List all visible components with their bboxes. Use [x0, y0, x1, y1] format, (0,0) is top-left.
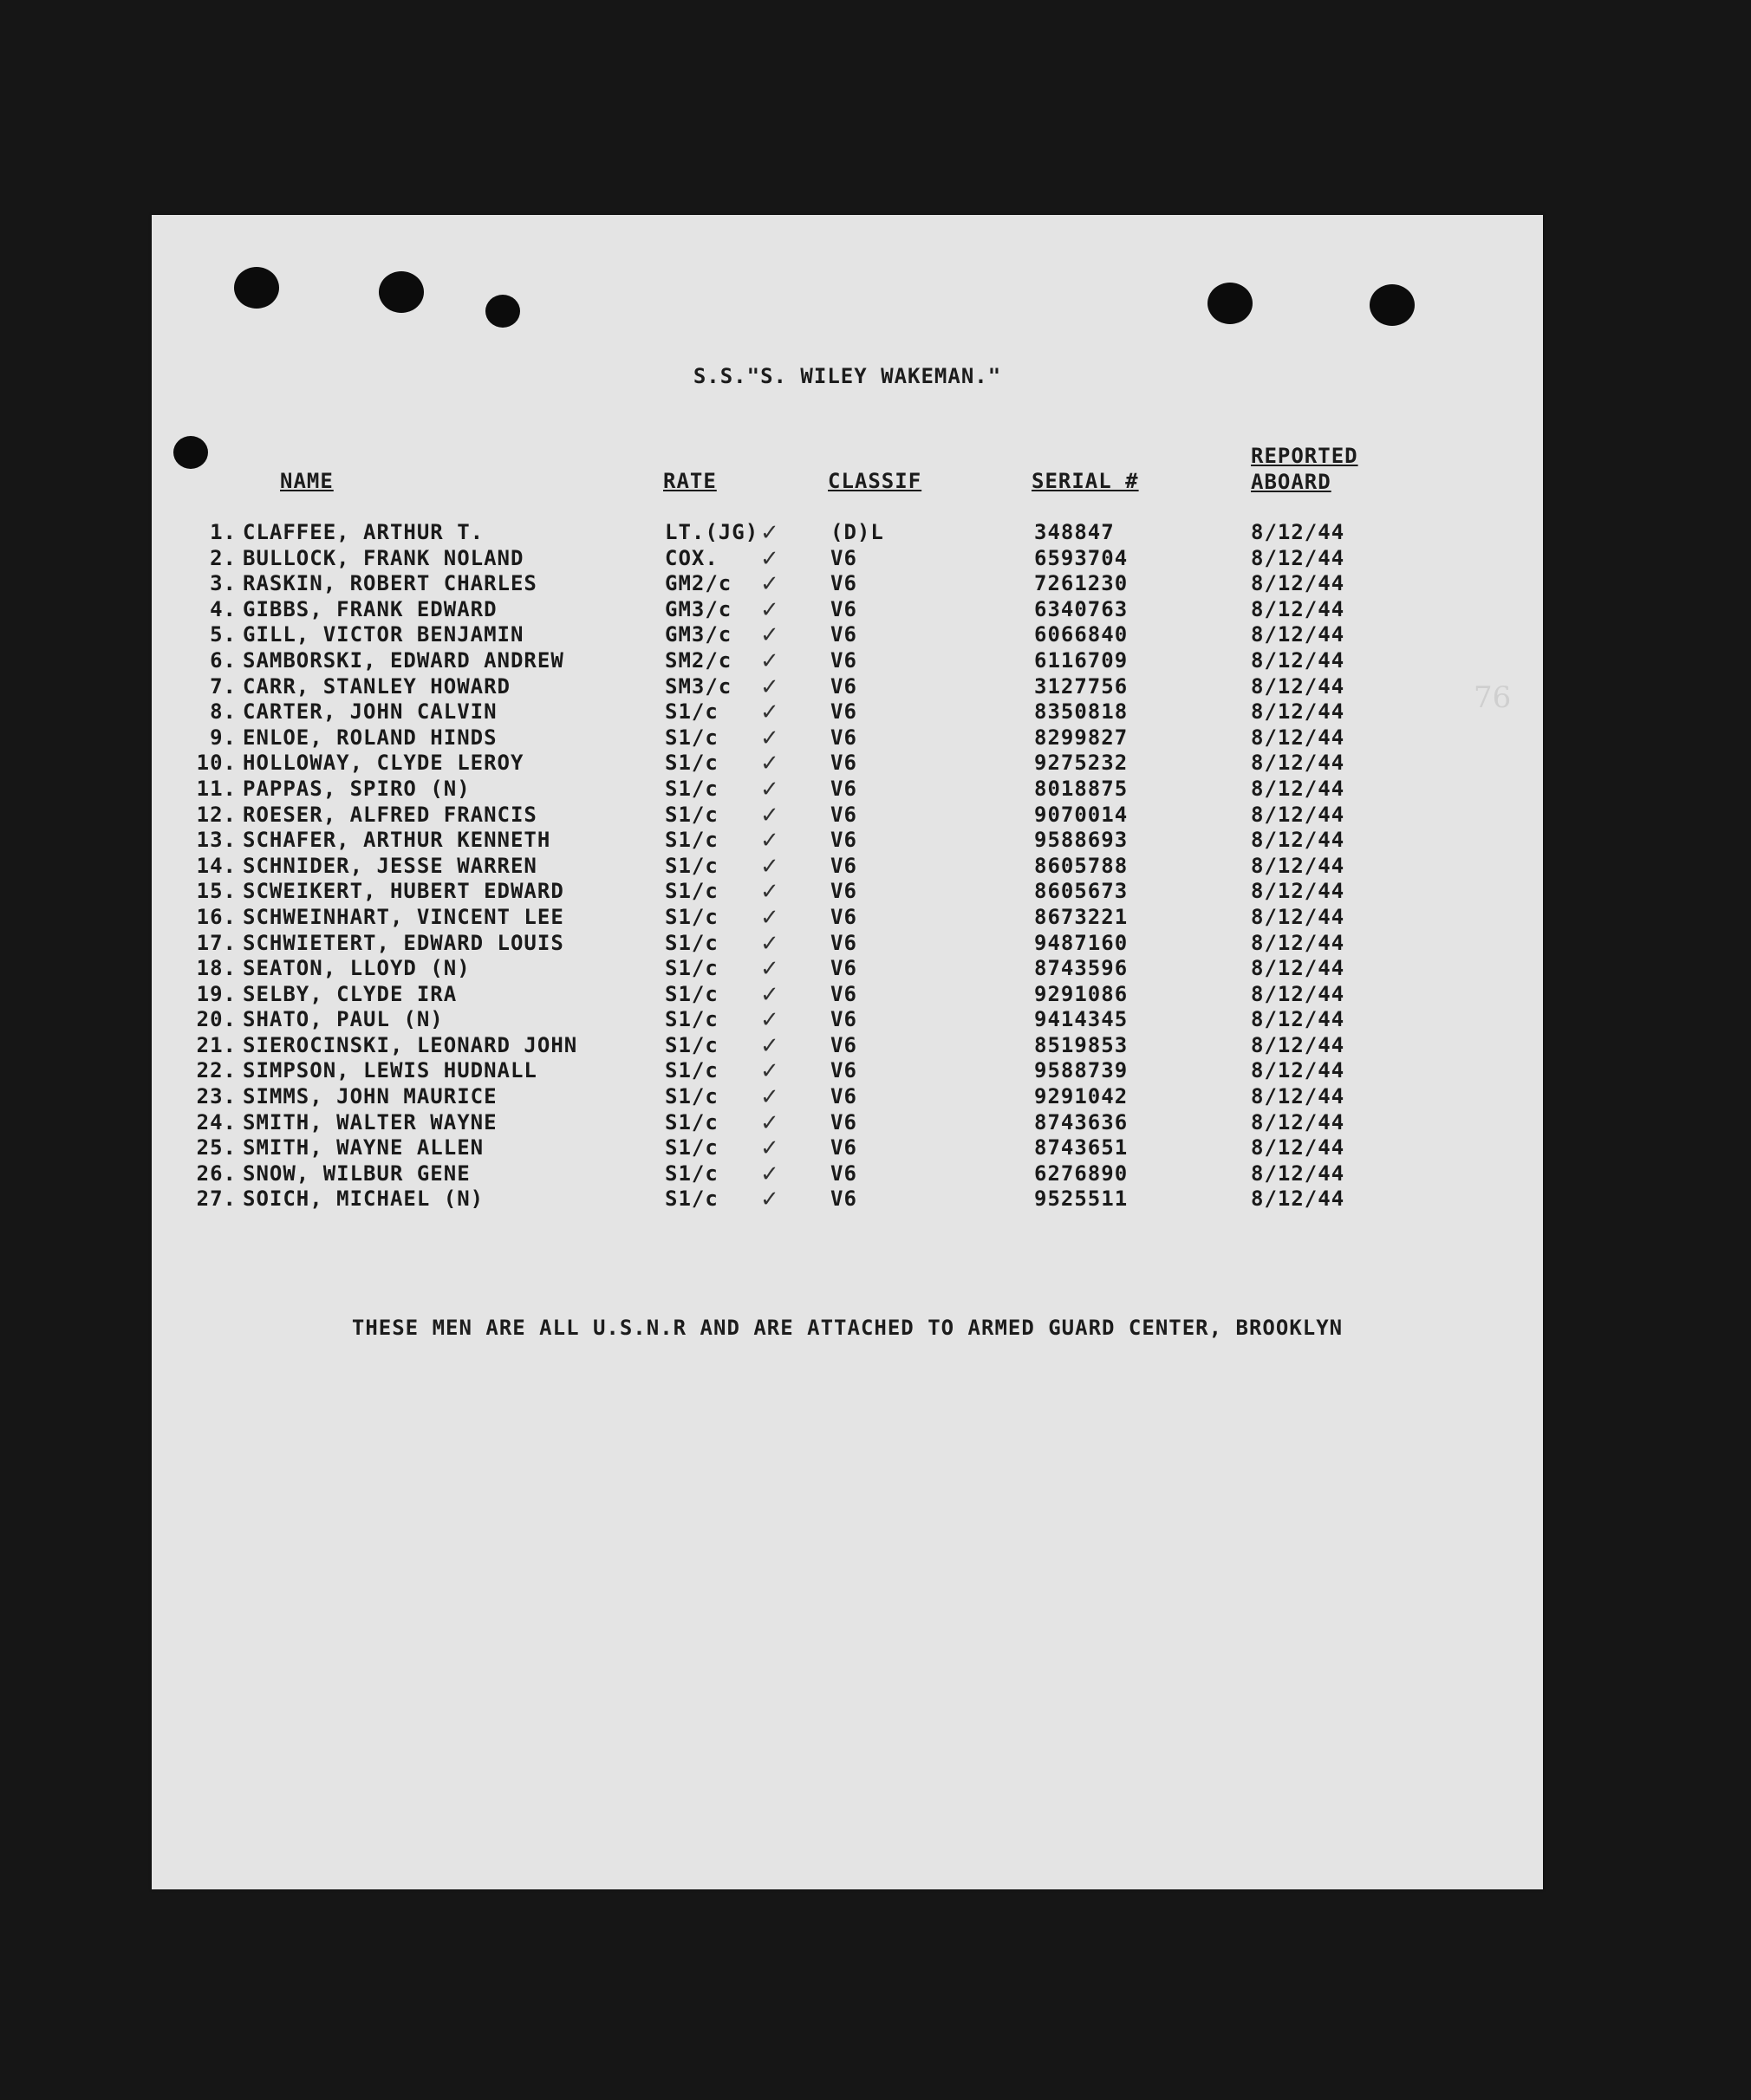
punch-hole: [485, 295, 520, 328]
row-reported-date: 8/12/44: [1251, 1135, 1345, 1161]
table-row: [152, 725, 1543, 751]
row-name: SIEROCINSKI, LEONARD JOHN: [243, 1032, 578, 1057]
punch-hole: [1207, 283, 1253, 324]
row-reported-date: 8/12/44: [1251, 879, 1345, 904]
table-row: [152, 828, 1543, 854]
punch-hole: [379, 271, 424, 313]
row-rate: S1/c: [665, 853, 719, 878]
table-row: [152, 879, 1543, 905]
table-row: [152, 1187, 1543, 1213]
row-classif: V6: [830, 1109, 857, 1135]
row-rate: LT.(JG): [665, 520, 759, 544]
row-rate: COX.: [665, 545, 719, 570]
punch-hole: [173, 436, 208, 469]
row-rate: S1/c: [665, 1032, 719, 1057]
row-number: 19.: [196, 981, 237, 1006]
row-serial: 6593704: [1034, 545, 1129, 570]
row-serial: 9291086: [1034, 981, 1129, 1006]
check-mark-icon: ✓: [760, 828, 780, 855]
crew-table: [152, 520, 1543, 1213]
row-rate: S1/c: [665, 1161, 719, 1186]
row-number: 17.: [196, 930, 237, 955]
table-row: [152, 1084, 1543, 1110]
check-mark-icon: ✓: [760, 904, 780, 931]
row-classif: V6: [830, 699, 857, 725]
check-mark-icon: ✓: [760, 853, 780, 880]
row-classif: V6: [830, 1084, 857, 1109]
row-number: 6.: [210, 647, 237, 673]
document-page: [152, 215, 1543, 1889]
row-name: GILL, VICTOR BENJAMIN: [243, 622, 524, 647]
table-row: [152, 1135, 1543, 1161]
row-serial: 9487160: [1034, 930, 1129, 955]
row-classif: V6: [830, 879, 857, 904]
check-mark-icon: ✓: [760, 879, 780, 906]
row-rate: S1/c: [665, 1058, 719, 1083]
check-mark-icon: ✓: [760, 647, 780, 674]
table-row: [152, 648, 1543, 674]
row-reported-date: 8/12/44: [1251, 673, 1345, 699]
row-classif: V6: [830, 1007, 857, 1032]
row-reported-date: 8/12/44: [1251, 699, 1345, 725]
row-serial: 8743636: [1034, 1109, 1129, 1135]
check-mark-icon: ✓: [760, 1109, 780, 1136]
table-row: [152, 751, 1543, 777]
row-classif: V6: [830, 1058, 857, 1083]
check-mark-icon: ✓: [760, 571, 780, 598]
check-mark-icon: ✓: [760, 1135, 780, 1162]
row-number: 10.: [196, 751, 237, 776]
check-mark-icon: ✓: [760, 802, 780, 829]
check-mark-icon: ✓: [760, 622, 780, 649]
row-number: 5.: [210, 622, 237, 647]
row-classif: V6: [830, 751, 857, 776]
row-number: 11.: [196, 776, 237, 801]
row-reported-date: 8/12/44: [1251, 1007, 1345, 1032]
row-reported-date: 8/12/44: [1251, 1161, 1345, 1186]
row-classif: V6: [830, 1135, 857, 1161]
row-serial: 8673221: [1034, 904, 1129, 929]
row-serial: 7261230: [1034, 571, 1129, 596]
header-reported-aboard: [1251, 443, 1358, 495]
row-serial: 8350818: [1034, 699, 1129, 725]
check-mark-icon: ✓: [760, 776, 780, 803]
check-mark-icon: ✓: [760, 956, 780, 983]
check-mark-icon: ✓: [760, 1058, 780, 1085]
row-rate: S1/c: [665, 1187, 719, 1212]
row-serial: 6116709: [1034, 647, 1129, 673]
document-title: S.S."S. WILEY WAKEMAN.": [693, 364, 1002, 388]
row-reported-date: 8/12/44: [1251, 622, 1345, 647]
check-mark-icon: ✓: [760, 1161, 780, 1187]
row-name: CARTER, JOHN CALVIN: [243, 699, 498, 725]
table-row: [152, 1058, 1543, 1084]
table-row: [152, 1007, 1543, 1033]
row-number: 22.: [196, 1058, 237, 1083]
row-rate: S1/c: [665, 981, 719, 1006]
row-reported-date: 8/12/44: [1251, 828, 1345, 853]
row-name: SIMPSON, LEWIS HUDNALL: [243, 1058, 537, 1083]
row-name: ROESER, ALFRED FRANCIS: [243, 802, 537, 827]
header-reported-line1: REPORTED: [1251, 444, 1358, 468]
table-row: [152, 1033, 1543, 1059]
row-classif: V6: [830, 1032, 857, 1057]
row-rate: S1/c: [665, 1084, 719, 1109]
row-number: 7.: [210, 673, 237, 699]
row-number: 13.: [196, 828, 237, 853]
footer-note: THESE MEN ARE ALL U.S.N.R AND ARE ATTACHED TO ARMED GUARD CENTER, BROOKLYN: [351, 1316, 1344, 1340]
row-number: 12.: [196, 802, 237, 827]
row-serial: 9525511: [1034, 1187, 1129, 1212]
row-reported-date: 8/12/44: [1251, 520, 1345, 544]
check-mark-icon: ✓: [760, 673, 780, 700]
table-row: [152, 571, 1543, 597]
row-serial: 3127756: [1034, 673, 1129, 699]
table-row: [152, 803, 1543, 829]
row-name: SHATO, PAUL (N): [243, 1007, 444, 1032]
row-number: 20.: [196, 1007, 237, 1032]
table-row: [152, 982, 1543, 1008]
row-number: 8.: [210, 699, 237, 725]
row-name: HOLLOWAY, CLYDE LEROY: [243, 751, 524, 776]
row-rate: S1/c: [665, 879, 719, 904]
row-number: 4.: [210, 596, 237, 621]
row-classif: V6: [830, 647, 857, 673]
row-serial: 8605673: [1034, 879, 1129, 904]
row-rate: SM3/c: [665, 673, 732, 699]
row-reported-date: 8/12/44: [1251, 853, 1345, 878]
table-row: [152, 520, 1543, 546]
row-rate: S1/c: [665, 1007, 719, 1032]
row-serial: 348847: [1034, 520, 1115, 544]
row-name: BULLOCK, FRANK NOLAND: [243, 545, 524, 570]
row-rate: GM2/c: [665, 571, 732, 596]
row-rate: GM3/c: [665, 596, 732, 621]
check-mark-icon: ✓: [760, 520, 780, 546]
row-number: 24.: [196, 1109, 237, 1135]
row-classif: V6: [830, 1187, 857, 1212]
row-rate: S1/c: [665, 776, 719, 801]
row-classif: V6: [830, 596, 857, 621]
check-mark-icon: ✓: [760, 596, 780, 623]
check-mark-icon: ✓: [760, 981, 780, 1008]
header-reported-line2: ABOARD: [1251, 470, 1331, 494]
margin-page-number: 76: [1474, 680, 1512, 715]
row-rate: GM3/c: [665, 622, 732, 647]
table-row: [152, 905, 1543, 931]
row-rate: S1/c: [665, 904, 719, 929]
row-name: SEATON, LLOYD (N): [243, 956, 471, 981]
row-number: 16.: [196, 904, 237, 929]
header-serial: SERIAL #: [1032, 469, 1139, 493]
row-number: 25.: [196, 1135, 237, 1161]
row-reported-date: 8/12/44: [1251, 1109, 1345, 1135]
table-row: [152, 1110, 1543, 1136]
row-name: SAMBORSKI, EDWARD ANDREW: [243, 647, 564, 673]
row-classif: V6: [830, 776, 857, 801]
row-serial: 6340763: [1034, 596, 1129, 621]
row-serial: 8018875: [1034, 776, 1129, 801]
row-reported-date: 8/12/44: [1251, 725, 1345, 750]
row-reported-date: 8/12/44: [1251, 904, 1345, 929]
row-name: SCWEIKERT, HUBERT EDWARD: [243, 879, 564, 904]
row-rate: S1/c: [665, 725, 719, 750]
row-name: SCHNIDER, JESSE WARREN: [243, 853, 537, 878]
row-rate: S1/c: [665, 956, 719, 981]
row-name: SMITH, WALTER WAYNE: [243, 1109, 498, 1135]
row-number: 21.: [196, 1032, 237, 1057]
row-reported-date: 8/12/44: [1251, 571, 1345, 596]
row-name: SOICH, MICHAEL (N): [243, 1187, 485, 1212]
row-classif: V6: [830, 673, 857, 699]
row-classif: V6: [830, 904, 857, 929]
row-classif: V6: [830, 571, 857, 596]
row-serial: 9070014: [1034, 802, 1129, 827]
row-classif: V6: [830, 853, 857, 878]
row-name: SCHWEINHART, VINCENT LEE: [243, 904, 564, 929]
punch-hole: [234, 267, 279, 309]
row-name: ENLOE, ROLAND HINDS: [243, 725, 498, 750]
row-classif: V6: [830, 930, 857, 955]
row-serial: 9588693: [1034, 828, 1129, 853]
row-serial: 9275232: [1034, 751, 1129, 776]
row-number: 23.: [196, 1084, 237, 1109]
check-mark-icon: ✓: [760, 1032, 780, 1059]
table-row: [152, 597, 1543, 623]
row-reported-date: 8/12/44: [1251, 647, 1345, 673]
table-row: [152, 956, 1543, 982]
row-name: SNOW, WILBUR GENE: [243, 1161, 471, 1186]
row-reported-date: 8/12/44: [1251, 1187, 1345, 1212]
row-serial: 9588739: [1034, 1058, 1129, 1083]
table-row: [152, 699, 1543, 725]
row-classif: V6: [830, 828, 857, 853]
row-reported-date: 8/12/44: [1251, 956, 1345, 981]
row-name: GIBBS, FRANK EDWARD: [243, 596, 498, 621]
row-serial: 9414345: [1034, 1007, 1129, 1032]
table-row: [152, 622, 1543, 648]
table-row: [152, 931, 1543, 957]
row-serial: 8743596: [1034, 956, 1129, 981]
check-mark-icon: ✓: [760, 1007, 780, 1034]
check-mark-icon: ✓: [760, 699, 780, 726]
row-name: SCHWIETERT, EDWARD LOUIS: [243, 930, 564, 955]
check-mark-icon: ✓: [760, 1084, 780, 1111]
row-serial: 6066840: [1034, 622, 1129, 647]
row-name: PAPPAS, SPIRO (N): [243, 776, 471, 801]
row-classif: V6: [830, 725, 857, 750]
row-rate: S1/c: [665, 828, 719, 853]
header-classif: CLASSIF: [828, 469, 922, 493]
row-number: 18.: [196, 956, 237, 981]
row-reported-date: 8/12/44: [1251, 981, 1345, 1006]
row-classif: V6: [830, 956, 857, 981]
row-name: RASKIN, ROBERT CHARLES: [243, 571, 537, 596]
row-classif: V6: [830, 981, 857, 1006]
row-rate: S1/c: [665, 802, 719, 827]
row-serial: 6276890: [1034, 1161, 1129, 1186]
row-serial: 8605788: [1034, 853, 1129, 878]
row-classif: V6: [830, 1161, 857, 1186]
row-rate: S1/c: [665, 699, 719, 725]
row-name: CLAFFEE, ARTHUR T.: [243, 520, 485, 544]
row-rate: S1/c: [665, 930, 719, 955]
table-row: [152, 674, 1543, 700]
check-mark-icon: ✓: [760, 930, 780, 957]
row-reported-date: 8/12/44: [1251, 545, 1345, 570]
row-classif: V6: [830, 802, 857, 827]
row-rate: SM2/c: [665, 647, 732, 673]
row-rate: S1/c: [665, 751, 719, 776]
row-classif: (D)L: [830, 520, 884, 544]
punch-hole: [1370, 284, 1415, 326]
row-reported-date: 8/12/44: [1251, 776, 1345, 801]
table-row: [152, 854, 1543, 880]
row-serial: 8299827: [1034, 725, 1129, 750]
table-row: [152, 777, 1543, 803]
row-serial: 8743651: [1034, 1135, 1129, 1161]
row-number: 14.: [196, 853, 237, 878]
row-name: SIMMS, JOHN MAURICE: [243, 1084, 498, 1109]
row-serial: 9291042: [1034, 1084, 1129, 1109]
row-serial: 8519853: [1034, 1032, 1129, 1057]
header-name: NAME: [280, 469, 334, 493]
row-number: 2.: [210, 545, 237, 570]
row-reported-date: 8/12/44: [1251, 1058, 1345, 1083]
table-row: [152, 546, 1543, 572]
row-reported-date: 8/12/44: [1251, 802, 1345, 827]
row-number: 3.: [210, 571, 237, 596]
row-reported-date: 8/12/44: [1251, 1032, 1345, 1057]
row-reported-date: 8/12/44: [1251, 930, 1345, 955]
row-number: 1.: [210, 520, 237, 544]
row-number: 26.: [196, 1161, 237, 1186]
row-rate: S1/c: [665, 1109, 719, 1135]
row-number: 15.: [196, 879, 237, 904]
row-classif: V6: [830, 622, 857, 647]
check-mark-icon: ✓: [760, 725, 780, 751]
check-mark-icon: ✓: [760, 751, 780, 777]
check-mark-icon: ✓: [760, 1187, 780, 1213]
row-reported-date: 8/12/44: [1251, 1084, 1345, 1109]
row-reported-date: 8/12/44: [1251, 596, 1345, 621]
check-mark-icon: ✓: [760, 545, 780, 572]
row-rate: S1/c: [665, 1135, 719, 1161]
row-name: SMITH, WAYNE ALLEN: [243, 1135, 485, 1161]
table-row: [152, 1161, 1543, 1187]
row-name: CARR, STANLEY HOWARD: [243, 673, 511, 699]
row-number: 27.: [196, 1187, 237, 1212]
row-name: SELBY, CLYDE IRA: [243, 981, 458, 1006]
row-reported-date: 8/12/44: [1251, 751, 1345, 776]
row-number: 9.: [210, 725, 237, 750]
header-rate: RATE: [663, 469, 717, 493]
row-classif: V6: [830, 545, 857, 570]
row-name: SCHAFER, ARTHUR KENNETH: [243, 828, 551, 853]
